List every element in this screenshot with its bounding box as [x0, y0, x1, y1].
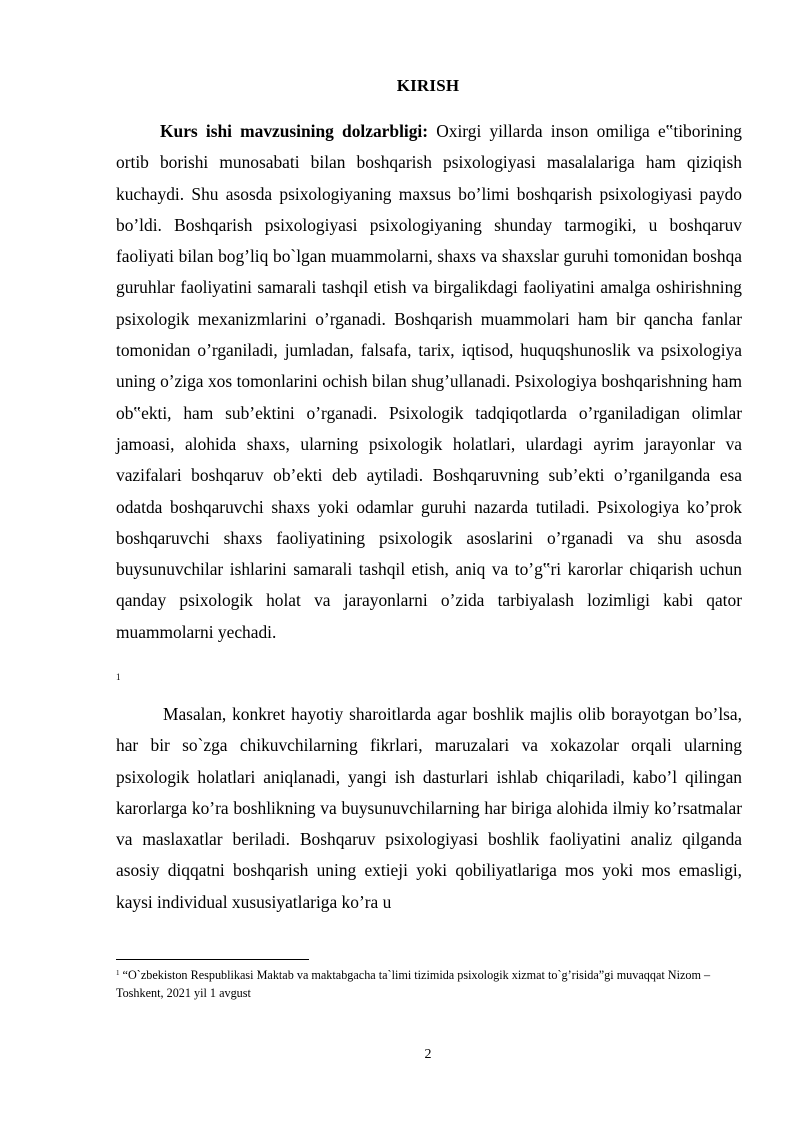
- paragraph-intro-text: Oxirgi yillarda inson omiliga e‟tiborining ortib borishi munosabati bilan boshqarish psixologiyasi masalalariga ham qiziqish kuchaydi. Shu asosda psixologiyaning maxsus bo’limi boshqarish psixologiyasi paydo bo’ldi. Boshqarish psixologiyasi psixologiyaning shunday tarmogiki, u boshqaruv faoliyati bilan bog’liq bo`lgan muammolarni, shaxs va shaxslar guruhi tomonidan boshqa guruhlar faoliyatini samarali tashqil etish va birgalikdagi faoliyatini amalga oshirishning psixologik mexanizmlarini o’rganadi. Boshqarish muammolari ham bir qancha fanlar tomonidan o’rganiladi, jumladan, falsafa, tarix, iqtisod, huquqshunoslik va psixologiya uning o’ziga xos tomonlarini ochish bilan shug’ullanadi. Psixologiya boshqarishning ham ob‟ekti, ham sub’ektini o’rganadi. Psixologik tadqiqotlarda o’rganiladigan olimlar jamoasi, alohida shaxs, ularning psixologik holatlari, ulardagi ayrim jarayonlar va vazifalari boshqaruv ob’ekti deb aytiladi. Boshqaruvning sub’ekti o’rganilganda esa odatda boshqaruvchi shaxs yoki odamlar guruhi nazarda tutiladi. Psixologiya ko’prok boshqaruvchi shaxs faoliyatining psixologik asoslarini o’rganadi va shu asosda buysunuvchilar ishlarini samarali tashqil etish, aniq va to’g‟ri karorlar chiqarish uchun qanday psixologik holat va jarayonlarni o’zida tarbiyalash lozimligi kabi qator muammolarni yechadi.: [116, 121, 742, 642]
- page-title: KIRISH: [396, 76, 460, 95]
- footnote-divider: [116, 959, 309, 960]
- paragraph-example: Masalan, konkret hayotiy sharoitlarda agar boshlik majlis olib borayotgan bo’lsa, har bir so`zga chikuvchilarning fikrlari, maruzalari va xokazolar orqali ularning psixologik holatlari aniqlanadi, yangi ish dasturlari ishlab chiqariladi, kabo’l qilingan karorlarga ko’ra boshlikning va buysunuvchilarning har biriga alohida ilmiy ko’rsatmalar va maslaxatlar beriladi. Boshqaruv psixologiyasi boshlik faoliyatini analiz qilganda asosiy diqqatni boshqarish uning extieji yoki qobiliyatlariga mos yoki mos emasligi, kaysi individual xususiyatlariga ko’ra u: [116, 704, 742, 912]
- paragraph-intro: [116, 116, 742, 648]
- paragraph-lead: Kurs ishi mavzusining dolzarbligi:: [160, 121, 429, 141]
- footnote: [116, 964, 742, 1002]
- page-number: 2: [424, 1047, 432, 1062]
- footnote-reference-marker: 1: [116, 672, 121, 682]
- footnote-text: “O`zbekiston Respublikasi Maktab va maktabgacha ta`limi tizimida psixologik xizmat to`g’risida”gi muvaqqat Nizom –Toshkent, 2021 yil 1 avgust: [116, 968, 711, 1000]
- footnote-number: 1: [116, 969, 120, 977]
